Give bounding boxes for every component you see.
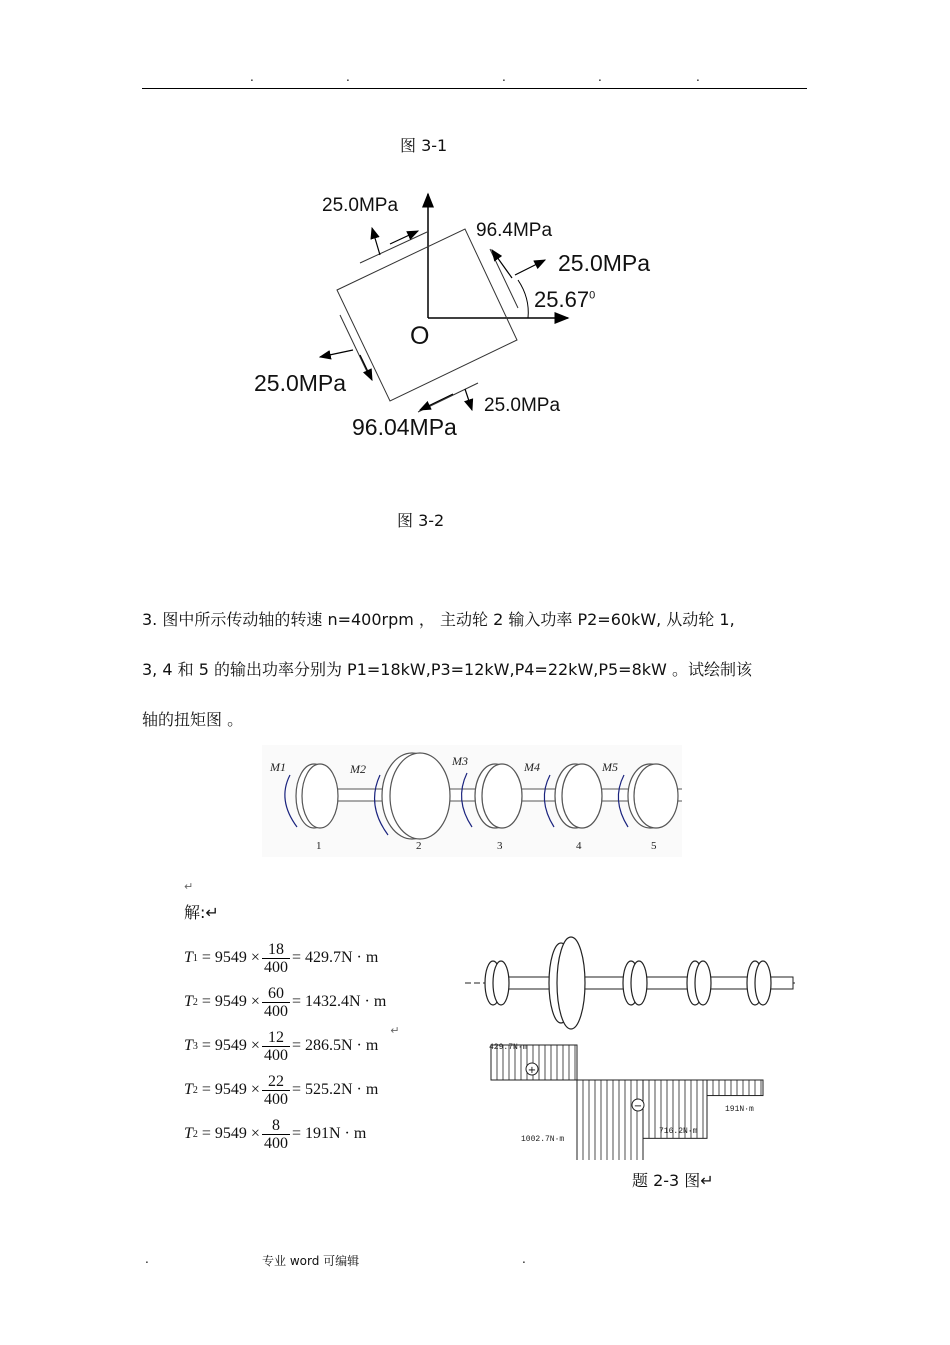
angle-label: 25.67$^0$: [534, 287, 596, 312]
torque-value-label: 716.2N·m: [659, 1127, 698, 1136]
normal-arrow: [515, 260, 545, 275]
wheel-number: 2: [416, 840, 422, 852]
eq-fraction: [262, 941, 290, 976]
moment-label: M4: [524, 760, 540, 774]
shear-arrow: [390, 231, 418, 244]
footer-dot: .: [145, 1252, 149, 1266]
eq-denominator: 400: [263, 1134, 288, 1152]
positive-sign-label: +: [527, 1065, 537, 1076]
equation-row: [184, 936, 400, 980]
wheel-number: 5: [651, 840, 657, 852]
moment-label: M3: [452, 754, 468, 768]
angle-arc: [518, 280, 528, 318]
shear-line: [360, 232, 427, 263]
eq-coef: = 9549 ×: [201, 1037, 260, 1054]
moment-label: M2: [350, 762, 366, 776]
header-dot: .: [598, 70, 602, 84]
eq-result: = 525.2N · m: [291, 1081, 379, 1098]
torque-value-label: 191N·m: [725, 1105, 754, 1114]
stress-label: 25.0MPa: [322, 195, 399, 216]
equation-row: [184, 1112, 400, 1156]
eq-return-mark: ↵: [390, 1025, 400, 1037]
eq-denominator: 400: [263, 1046, 288, 1064]
stress-label: 96.4MPa: [476, 220, 553, 241]
wheel-number: 3: [497, 840, 503, 852]
shaft-figure: [262, 745, 682, 857]
eq-numerator: 22: [262, 1073, 290, 1091]
problem-line-1: 3. 图中所示传动轴的转速 n=400rpm ， 主动轮 2 输入功率 P2=60kW, 从动轮 1,: [142, 610, 735, 629]
torque-diagram-figure: [465, 935, 795, 1160]
origin-label: O: [410, 322, 430, 350]
torque-value-label: 1002.7N·m: [521, 1135, 565, 1144]
header-dot: .: [346, 70, 350, 84]
eq-result: = 1432.4N · m: [291, 993, 387, 1010]
shear-line: [418, 383, 478, 412]
eq-result: = 286.5N · m: [291, 1037, 379, 1054]
equation-row: [184, 980, 400, 1024]
torque-value-label: 429.7N·m: [489, 1043, 528, 1052]
moment-label: M5: [602, 760, 618, 774]
eq-sub: 2: [192, 1128, 198, 1140]
eq-sub: 1: [192, 952, 198, 964]
eq-lhs: T: [184, 949, 193, 966]
figure-3-1-caption: 图 3-1: [400, 136, 448, 155]
eq-fraction: [262, 1073, 290, 1108]
eq-coef: = 9549 ×: [201, 1081, 260, 1098]
eq-lhs: T: [184, 1125, 193, 1142]
problem-line-3: 轴的扭矩图 。: [142, 710, 244, 729]
wheel-number: 4: [576, 840, 582, 852]
shear-line: [340, 315, 370, 378]
footer-text: 专业 word 可编辑: [262, 1254, 360, 1268]
eq-sub: 2: [192, 996, 198, 1008]
header-dot: .: [696, 70, 700, 84]
eq-coef: = 9549 ×: [201, 949, 260, 966]
eq-lhs: T: [184, 993, 193, 1010]
eq-lhs: T: [184, 1081, 193, 1098]
header-rule: [142, 88, 807, 89]
eq-fraction: [262, 1117, 290, 1152]
return-mark: ↵: [184, 880, 194, 893]
eq-denominator: 400: [263, 1090, 288, 1108]
shear-line: [490, 249, 518, 308]
eq-numerator: 8: [262, 1117, 290, 1135]
shear-arrow: [420, 394, 453, 410]
eq-numerator: 60: [262, 985, 290, 1003]
eq-result: = 191N · m: [291, 1125, 367, 1142]
stress-label: 25.0MPa: [484, 395, 561, 416]
eq-fraction: [262, 985, 290, 1020]
equation-row: [184, 1024, 400, 1068]
moment-label: M1: [270, 760, 286, 774]
normal-arrow: [465, 389, 472, 410]
figure-3-2-caption: 图 3-2: [397, 511, 445, 530]
eq-numerator: 18: [262, 941, 290, 959]
header-dot: .: [250, 70, 254, 84]
problem-line-2: 3, 4 和 5 的输出功率分别为 P1=18kW,P3=12kW,P4=22kW,P5=8kW 。试绘制该: [142, 660, 752, 679]
stress-label: 25.0MPa: [558, 250, 651, 276]
eq-lhs: T: [184, 1037, 193, 1054]
eq-fraction: [262, 1029, 290, 1064]
eq-coef: = 9549 ×: [201, 993, 260, 1010]
eq-sub: 3: [192, 1040, 198, 1052]
wheel-number: 1: [316, 840, 322, 852]
torque-bar: [577, 1080, 643, 1160]
eq-result: = 429.7N · m: [291, 949, 379, 966]
stress-label: 96.04MPa: [352, 414, 457, 440]
footer-dot: .: [522, 1252, 526, 1266]
normal-arrow: [372, 228, 380, 255]
eq-denominator: 400: [263, 958, 288, 976]
eq-denominator: 400: [263, 1002, 288, 1020]
negative-sign-label: −: [633, 1101, 643, 1112]
stress-label: 25.0MPa: [254, 370, 347, 396]
eq-coef: = 9549 ×: [201, 1125, 260, 1142]
eq-sub: 2: [192, 1084, 198, 1096]
stress-element-figure: [250, 180, 680, 450]
header-dot: .: [502, 70, 506, 84]
equation-list: [184, 936, 400, 1156]
torque-figure-caption: 题 2-3 图↵: [632, 1171, 714, 1190]
stress-element: [337, 229, 517, 401]
normal-arrow: [320, 350, 353, 357]
eq-numerator: 12: [262, 1029, 290, 1047]
equation-row: [184, 1068, 400, 1112]
torque-bar: [707, 1080, 763, 1096]
solution-label: 解:↵: [184, 903, 219, 922]
